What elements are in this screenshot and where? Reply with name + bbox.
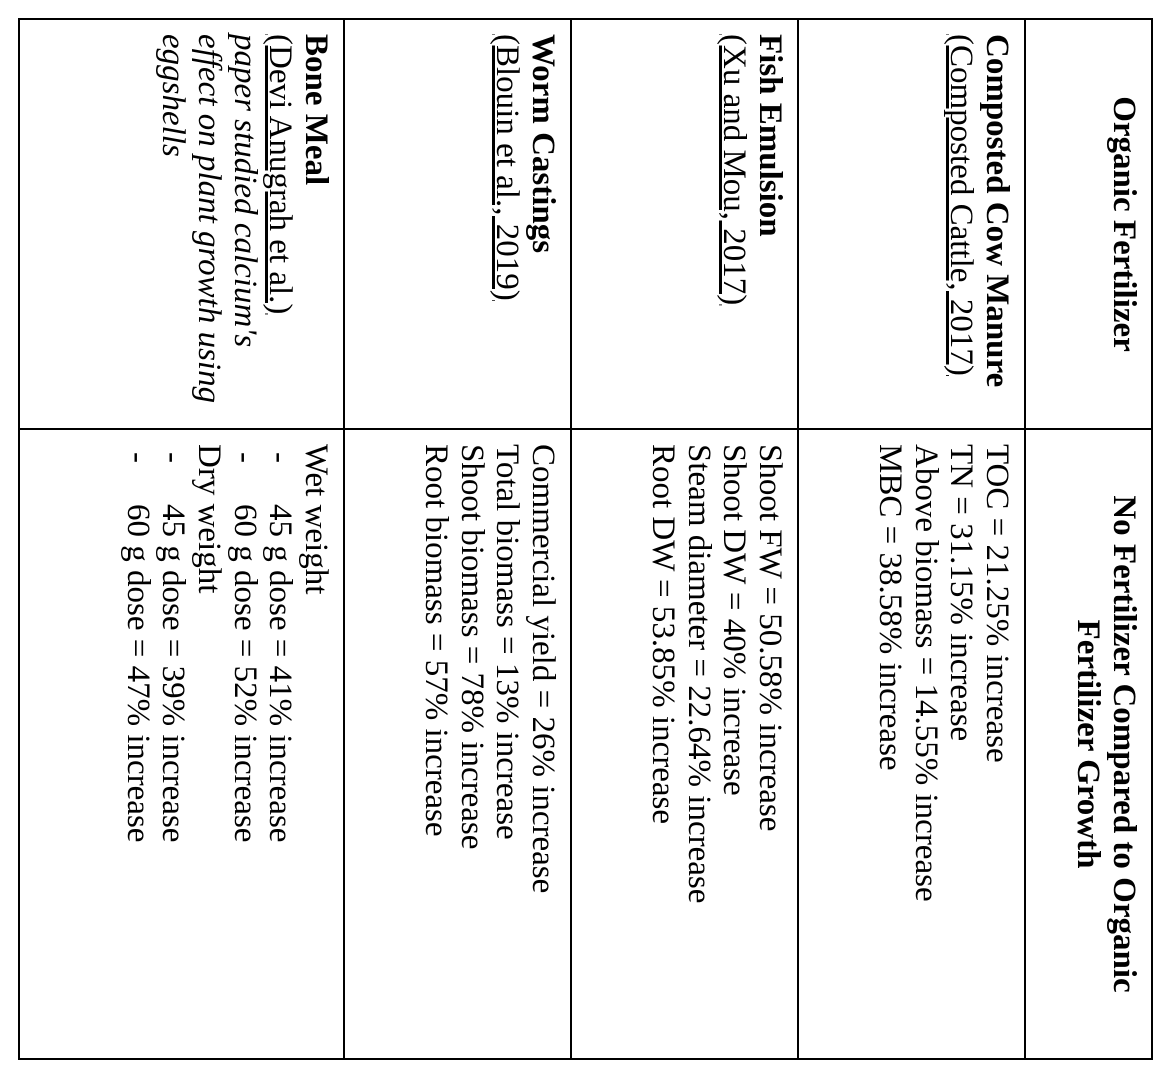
fertilizer-name: Bone Meal [298,34,334,186]
result-line: Root biomass = 57% increase [418,444,455,837]
result-line: TOC = 21.25% increase [979,444,1015,763]
citation-link[interactable]: (Blouin et al., 2019) [489,34,526,301]
fertilizer-comparison-document [20,18,1153,1058]
dry-weight-list [119,444,190,1044]
results-cell [344,429,571,1059]
table-row [798,19,1025,1059]
result-line: MBC = 38.58% increase [872,444,909,771]
table-row [571,19,798,1059]
fertilizer-cell [571,19,798,429]
header-organic-fertilizer: Organic Fertilizer [1025,19,1152,429]
fertilizer-name: Worm Castings [525,34,561,254]
result-line: TN = 31.15% increase [943,444,980,742]
citation-link[interactable]: (Devi Anugrah et al.) [262,34,299,315]
table-row [19,19,344,1059]
fertilizer-cell [344,19,571,429]
dash-bullet: - [155,452,192,463]
group-label-wet-weight: Wet weight [298,444,334,595]
fertilizer-comparison-table [18,18,1153,1060]
list-item [155,444,191,1044]
list-item-text: 60 g dose = 47% increase [119,504,156,843]
result-line: Commercial yield = 26% increase [525,444,561,894]
group-label-dry-weight: Dry weight [191,444,228,594]
result-line: Shoot FW = 50.58% increase [752,444,788,832]
result-line: Total biomass = 13% increase [489,444,526,840]
list-item [119,444,155,1044]
table-header-row [1025,19,1152,1059]
fertilizer-name: Fish Emulsion [752,34,788,237]
header-growth-comparison: No Fertilizer Compared to Organic Fertilizer Growth [1025,429,1152,1059]
table-row [344,19,571,1059]
result-line: Steam diameter = 22.64% increase [680,444,717,904]
results-cell [19,429,344,1059]
dash-bullet: - [262,452,299,463]
dash-bullet: - [226,452,263,463]
result-line: Shoot DW = 40% increase [716,444,753,796]
result-line: Shoot biomass = 78% increase [453,444,490,850]
fertilizer-name: Composted Cow Manure [979,34,1015,388]
fertilizer-cell [798,19,1025,429]
citation-link[interactable]: (Composted Cattle, 2017) [943,34,980,376]
citation-link[interactable]: (Xu and Mou, 2017) [716,34,753,306]
results-cell [571,429,798,1059]
fertilizer-cell [19,19,344,429]
result-line: Root DW = 53.85% increase [645,444,682,824]
rotated-document-frame [20,18,1153,1058]
study-note: paper studied calcium's effect on plant growth using eggshells [155,34,263,404]
list-item-text: 60 g dose = 52% increase [226,504,263,843]
results-cell [798,429,1025,1059]
dash-bullet: - [119,452,156,463]
list-item [262,444,298,1044]
list-item-text: 45 g dose = 39% increase [155,504,192,843]
list-item-text: 45 g dose = 41% increase [262,504,299,843]
list-item [226,444,262,1044]
wet-weight-list [226,444,297,1044]
result-line: Above biomass = 14.55% increase [907,444,944,902]
